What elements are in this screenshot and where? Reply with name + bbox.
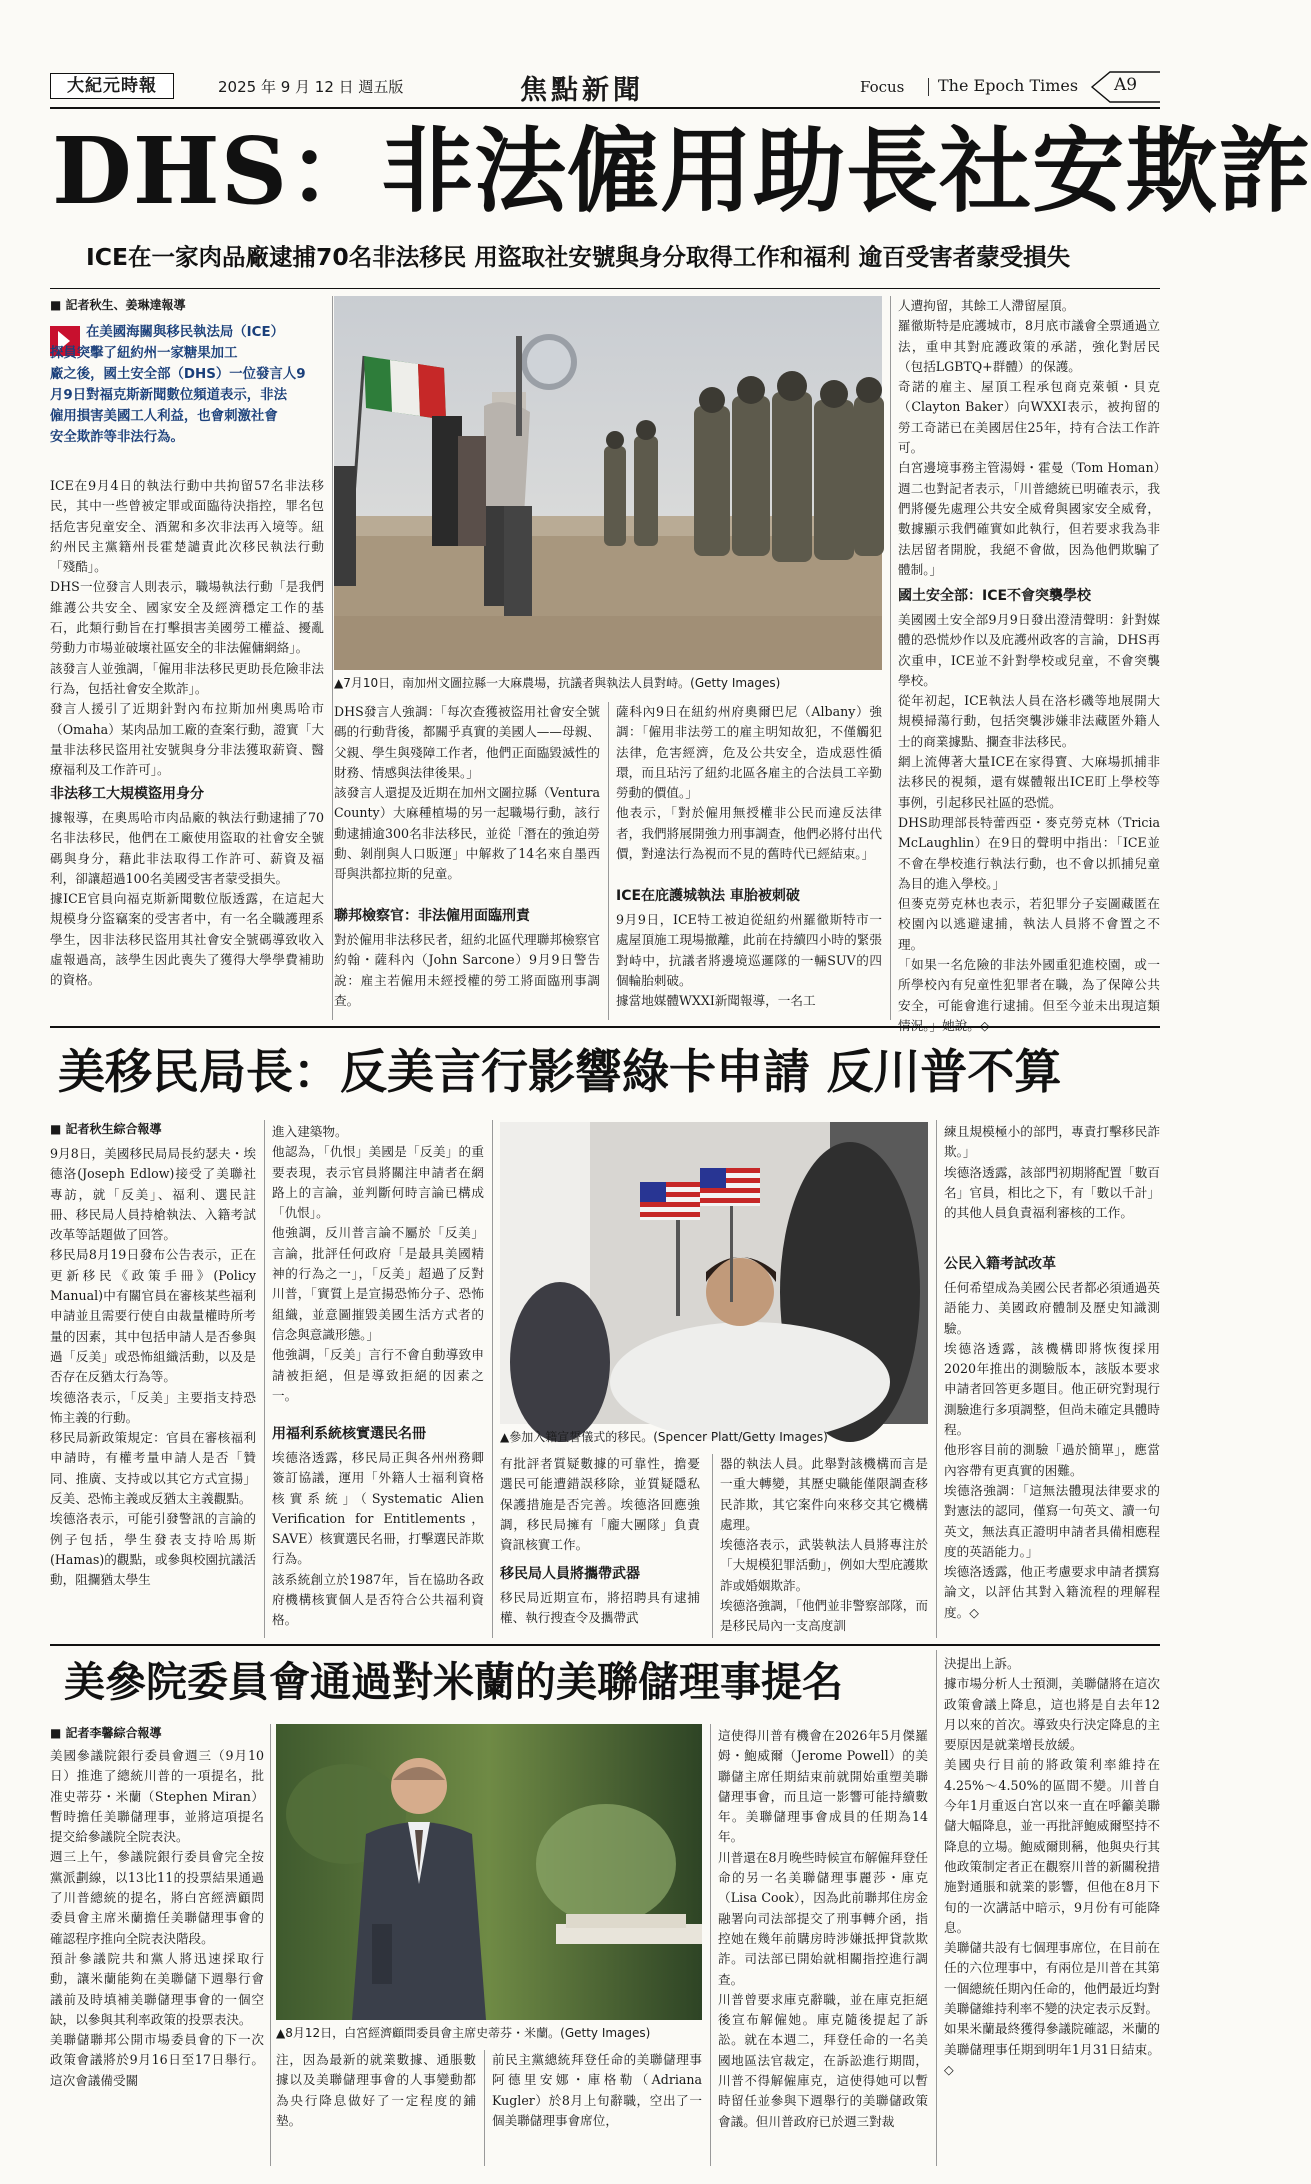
story2-col3-text: 有批評者質疑數據的可靠性，擔憂選民可能遭錯誤移除，並質疑隱私保護措施是否完善。埃德洛回應強調，移民局擁有「龐大團隊」負責資訊核實工作。 (500, 1456, 700, 1553)
story3-col5-text: 決提出上訴。 據市場分析人士預測，美聯儲將在這次政策會議上降息，這也將是自去年12月以來的首次。導致央行決定降息的主要原因是就業增長放緩。 美國央行目前的將政策利率維持在4.25%～4.50%的區間不變。川普自今年1月重返白宮以來一直在呼籲美聯儲大幅降息，並一再批評鮑威爾堅持不降息的立場。鮑威爾則稱，他與央行其他政策制定者正在觀察川普的新關稅措施對通脹和就業的影響，但他在8月下旬的一次講話中暗示，9月份有可能降息。 美聯儲共設有七個理事席位，在目前在任的六位理事中，有兩位是川普在其第一個總統任期內任命的，他們最近均對美聯儲維持利率不變的決定表示反對。 如果米蘭最終獲得參議院確認，米蘭的美聯儲理事任期到明年1月31日結束。◇ (944, 1656, 1160, 2077)
story1-subhead-prosecutor: 聯邦檢察官：非法僱用面臨刑責 (334, 908, 530, 924)
story1-lead: 在美國海關與移民執法局（ICE） 探員突擊了紐約州一家糖果加工 廠之後，國土安全部（DHS）一位發言人9 月9日對福克斯新聞數位頻道表示，非法 僱用損害美國工人利益，也會刺激社會 安全欺詐等非法行為。 (50, 325, 306, 445)
story2-col5-text: 練且規模極小的部門，專責打擊移民詐欺。」 埃德洛透露，該部門初期將配置「數百名」官員，相比之下，有「數以千計」的其他人員負責福利審核的工作。 (944, 1124, 1160, 1221)
brand-en: The Epoch Times (938, 76, 1079, 95)
story2-col1-text: 9月8日，美國移民局局長約瑟夫・埃德洛(Joseph Edlow)接受了美聯社專訪，就「反美」、福利、選民註冊、移民局人員持槍執法、入籍考試改革等話題做了回答。 移民局8月19日發布公告表示，正在更新移民《政策手冊》(Policy Manual)中有關官員在審核某些福利申請並且需要行使自由裁量權時所考量的因素，其中包括申請人是否參與過「反美」或恐怖組織活動，以及是否存在反猶太行為等。 埃德洛表示，「反美」主要指支持恐怖主義的行動。 移民局新政策規定：官員在審核福利申請時，有權考量申請人是否「贊同、推廣、支持或以其它方式宣揚」反美、恐怖主義或反猶太主義觀點。 埃德洛表示，可能引發警訊的言論的例子包括，學生發表支持哈馬斯(Hamas)的觀點，或參與校園抗議活動，阻攔猶太學生 (50, 1146, 256, 1588)
story1-col3-text: 薩科內9日在紐約州府奧爾巴尼（Albany）強調：「僱用非法勞工的雇主明知故犯，不僅觸犯法律，危害經濟，危及公共安全，造成惡性循環，而且玷污了紐約北區各雇主的合法員工辛勤勞動的價值。」 他表示，「對於僱用無授權非公民而違反法律者，我們將展開強力刑事調查，他們必將付出代價，對違法行為視而不見的舊時代已經結束。」 (616, 704, 882, 862)
story2-subhead-weapons: 移民局人員將攜帶武器 (500, 1566, 640, 1582)
story3-photo (276, 1724, 702, 2020)
story1-col4b-text: 美國國土安全部9月9日發出澄清聲明：針對媒體的恐慌炒作以及庇護州政客的言論，DHS再次重申，ICE並不針對學校或兒童，不會突襲學校。 從年初起，ICE執法人員在洛杉磯等地展開大規模掃蕩行動，包括突襲涉嫌非法藏匿外籍人士的商業據點、攔查非法移民。 網上流傳著大量ICE在家得寶、大麻場抓捕非法移民的視頻，還有媒體報出ICE盯上學校等事例，引起移民社區的恐慌。 DHS助理部長特蕾西亞・麥克勞克林（Tricia McLaughlin）在9日的聲明中指出：「ICE並不會在學校進行執法行動，也不會以抓捕兒童為目的進入學校。」 但麥克勞克林也表示，若犯罪分子妄圖藏匿在校園內以逃避逮捕，執法人員將不會置之不理。 「如果一名危險的非法外國重犯進校園，或一所學校內有兒童性犯罪者在職，為了保障公共安全，可能會進行逮捕。但至今並未出現這類 (898, 612, 1160, 1013)
story1-subhead-sanctuary: ICE在庇護城執法 車胎被刺破 (616, 888, 800, 904)
story1-col3b-text: 9月9日，ICE特工被迫從紐約州羅徹斯特市一處屋頂施工現場撤離，此前在持續四小時的緊張對峙中，抗議者將邊境巡邏隊的一輛SUV的四個輪胎刺破。 據當地媒體WXXI新聞報導，一名工 (616, 912, 882, 1009)
story2-col2-text: 進入建築物。 他認為，「仇恨」美國是「反美」的重要表現，表示官員將關注申請者在網路上的言論，並判斷何時言論已構成「仇恨」。 他強調，反川普言論不屬於「反美」言論，批評任何政府「是最具美國精神的行為之一」，「反美」超過了反對川普，「實質上是宣揚恐怖分子、恐怖組織，並意圖摧毀美國生活方式者的信念與意識形態。」 他強調，「反美」言行不會自動導致申請被拒絕，但是導致拒絕的因素之一。 (272, 1124, 484, 1403)
page-number: A9 (1114, 75, 1138, 95)
story2-col-divider (264, 1120, 265, 1638)
story2-photo-caption: ▲參加入籍宣誓儀式的移民。(Spencer Platt/Getty Images) (500, 1430, 828, 1444)
masthead-rule (50, 107, 1160, 109)
story3-headline: 美參院委員會通過對米蘭的美聯儲理事提名 (64, 1658, 843, 1706)
story1-bottom-rule (50, 1026, 1160, 1028)
section-title: 焦點新聞 (520, 75, 644, 106)
story2-col-divider-3 (712, 1454, 713, 1638)
story1-subheadline: ICE在一家肉品廠逮捕70名非法移民 用盜取社安號與身分取得工作和福利 逾百受害者蒙受損失 (86, 243, 1071, 271)
story3-col-divider-right-top (936, 1650, 937, 2166)
story2-subhead-citizenship: 公民入籍考試改革 (944, 1256, 1056, 1272)
story1-col2-text: DHS發言人強調：「每次查獲被盜用社會安全號碼的行動背後，都關乎真實的美國人——母親、父親、學生與殘障工作者，他們正面臨毀滅性的財務、情感與法律後果。」 該發言人還提及近期在加州文圖拉縣（Ventura County）大麻種植場的另一起職場行動，該行動逮捕逾300名非法移民，並從「潛在的強迫勞動、剝削與人口販運」中解救了14名來自墨西哥與洪都拉斯的兒童。 (334, 704, 600, 882)
story2-photo (500, 1122, 928, 1424)
story1-col1-text: ICE在9月4日的執法行動中共拘留57名非法移民，其中一些曾被定罪或面臨待決指控，罪名包括危害兒童安全、酒駕和多次非法再入境等。紐約州民主黨籍州長霍楚譴責此次移民執法行動「殘酷」。 DHS一位發言人則表示，職場執法行動「是我們維護公共安全、國家安全及經濟穩定工作的基石，此類行動旨在打擊損害美國勞工權益、擾亂勞動力市場並破壞社區安全的非法僱傭網絡」。 該發言人並強調，「僱用非法移民更助長危險非法行為，包括社會安全欺詐」。 發言人援引了近期針對內布拉斯加州奧馬哈市（Omaha）某肉品加工廠的查案行動，證實「大量非法移民盜用社安號與身分非法獲取薪資、醫療福利及工作許可」。 (50, 478, 324, 778)
story1-col-divider (332, 296, 333, 1020)
story1-byline: ■ 記者秋生、姜琳達報導 (50, 298, 186, 312)
story1-col2b-text: 對於僱用非法移民者，紐約北區代理聯邦檢察官約翰・薩科內（John Sarcone）9月9日警告說：雇主若僱用未經授權的勞工將面臨刑事調查。 (334, 932, 600, 1008)
story2-col4-text: 器的執法人員。此舉對該機構而言是一重大轉變，其歷史職能僅限調查移民詐欺，其它案件向來移交其它機構處理。 埃德洛表示，武裝執法人員將專注於「大規模犯罪活動」，例如大型庇護欺詐或婚姻欺詐。 埃德洛強調，「他們並非警察部隊，而是移民局內一支高度訓 (720, 1456, 928, 1634)
story3-col-divider-2 (484, 2050, 485, 2166)
paper-name-logo: 大紀元時報 (50, 73, 174, 99)
story2-col-divider-4 (936, 1120, 937, 1638)
story1-lead-box (50, 322, 324, 470)
masthead-separator (928, 78, 929, 96)
story1-photo-caption: ▲7月10日，南加州文圖拉縣一大麻農場，抗議者與執法人員對峙。(Getty Images) (334, 676, 781, 690)
story1-photo (334, 296, 882, 670)
story2-headline: 美移民局長：反美言行影響綠卡申請 反川普不算 (58, 1045, 1062, 1100)
story3-photo-caption: ▲8月12日，白宮經濟顧問委員會主席史蒂芬・米蘭。(Getty Images) (276, 2026, 651, 2040)
story1-col-divider-2 (608, 702, 609, 1020)
story3-col2-text: 注，因為最新的就業數據、通脹數據以及美聯儲理事會的人事變動都為央行降息做好了一定程度的鋪墊。 (276, 2052, 476, 2128)
story2-col5b-text: 任何希望成為美國公民者都必須通過英語能力、美國政府體制及歷史知識測驗。 埃德洛透露，該機構即將恢復採用2020年推出的測驗版本，該版本要求申請者回答更多題目。他正研究對現行測驗進行多項調整，但尚未確定具體時程。 他形容目前的測驗「過於簡單」，應當內容帶有更真實的困難。 埃德洛強調：「這無法體現法律要求的對憲法的認同，僅寫一句英文、讀一句英文，無法真正證明申請者具備相應程度的英語能力。」 埃德洛透露，他正考慮要求申請者撰寫論文，以評估其對入籍流程的理解程度。◇ (944, 1280, 1160, 1620)
story3-col3-text: 前民主黨總統拜登任命的美聯儲理事阿德里安娜・庫格勒（Adriana Kugler）於8月上旬辭職，空出了一個美聯儲理事會席位， (492, 2052, 702, 2128)
story1-col1b-text: 據報導，在奧馬哈市肉品廠的執法行動逮捕了70名非法移民，他們在工廠使用盜取的社會安全號碼與身分，藉此非法取得工作許可、薪資及福利，卻讓超過100名美國受害者蒙受損失。 據ICE官員向福克斯新聞數位版透露，在這起大規模身分盜竊案的受害者中，有一名全職護理系學生，因非法移民盜用其社會安全號碼導致收入虛報過高，該學生因此喪失了獲得大學學費補助的資格。 (50, 810, 324, 988)
section-en: Focus (860, 78, 905, 96)
story1-subhead-identity: 非法移工大規模盜用身分 (50, 786, 204, 802)
story2-byline: ■ 記者秋生綜合報導 (50, 1122, 162, 1136)
story1-col4-text: 人遭拘留，其餘工人滯留屋頂。 羅徹斯特是庇護城市，8月底市議會全票通過立法，重申其對庇護政策的承諾，強化對居民（包括LGBTQ+群體）的保護。 奇諾的雇主、屋頂工程承包商克萊頓・貝克（Clayton Baker）向WXXI表示，被拘留的勞工奇諾已在美國居住25年，持有合法工作許可。 白宮邊境事務主管湯姆・霍曼（Tom Homan）週二也對記者表示，「川普總統已明確表示，我們將優先處理公共安全威脅與國家安全威脅，數據顯示我們確實如此執行，但若要求我為非法居留者開脫，我絕不會做，因為他們欺騙了體制。」 (898, 298, 1160, 577)
story3-col4-text: 這使得川普有機會在2026年5月傑羅姆・鮑威爾（Jerome Powell）的美聯儲主席任期結束前就開始重塑美聯儲理事會，而且這一影響可能持續數年。美聯儲理事會成員的任期為14年。 川普還在8月晚些時候宣布解僱拜登任命的另一名美聯儲理事麗莎・庫克（Lisa Cook），因為此前聯邦住房金融署向司法部提交了刑事轉介函，指控她在幾年前購房時涉嫌抵押貸款欺詐。司法部已開始就相關指控進行調查。 川普曾要求庫克辭職，並在庫克拒絕後宣布解僱她。庫克隨後提起了訴訟。就在本週二，拜登任命的一名美國地區法官裁定，在訴訟進行期間，川普不得解僱庫克，這使得她可以暫時留任並參與下週舉行的美聯儲政策會議。但川普政府已於週三對裁 (718, 1728, 928, 2129)
story2-bottom-rule (50, 1644, 1160, 1646)
story1-top-rule (50, 288, 1160, 289)
story2-col-divider-2 (492, 1120, 493, 1638)
story2-subhead-save: 用福利系統核實選民名冊 (272, 1426, 426, 1442)
story2-col2b-text: 埃德洛透露，移民局正與各州州務卿簽訂協議，運用「外籍人士福利資格核實系統」（Systematic Alien Verification for Entitlements，SAVE）核實選民名冊，打擊選民詐欺行為。 該系統創立於1987年，旨在協助各政府機構核實個人是否符合公共福利資格。 (272, 1450, 484, 1628)
story3-col-divider-3 (710, 1724, 711, 2166)
story1-headline: DHS：非法僱用助長社安欺詐 (52, 117, 1311, 225)
story3-col1-text: 美國參議院銀行委員會週三（9月10日）推進了總統川普的一項提名，批准史蒂芬・米蘭（Stephen Miran）暫時擔任美聯儲理事，並將這項提名提交給參議院全院表決。 週三上午，參議院銀行委員會完全按黨派劃線，以13比11的投票結果通過了川普總統的提名，將白宮經濟顧問委員會主席米蘭擔任美聯儲理事會的確認程序推向全院表決階段。 預計參議院共和黨人將迅速採取行動，讓米蘭能夠在美聯儲下週舉行會議前及時填補美聯儲理事會的一個空缺，以參與其利率政策的投票表決。 美聯儲聯邦公開市場委員會的下一次政策會議將於9月16日至17日舉行。這次會議備受關 (50, 1748, 264, 2088)
story2-col3b-text: 移民局近期宣布，將招聘具有逮捕權、執行搜查令及攜帶武 (500, 1590, 700, 1626)
masthead (50, 70, 1160, 104)
story3-col-divider (270, 1724, 271, 2166)
story1-subhead-schools: 國土安全部：ICE不會突襲學校 (898, 588, 1092, 604)
story3-byline: ■ 記者李馨綜合報導 (50, 1726, 162, 1740)
story1-col-divider-3 (890, 296, 891, 1020)
issue-date: 2025 年 9 月 12 日 週五版 (218, 78, 404, 96)
